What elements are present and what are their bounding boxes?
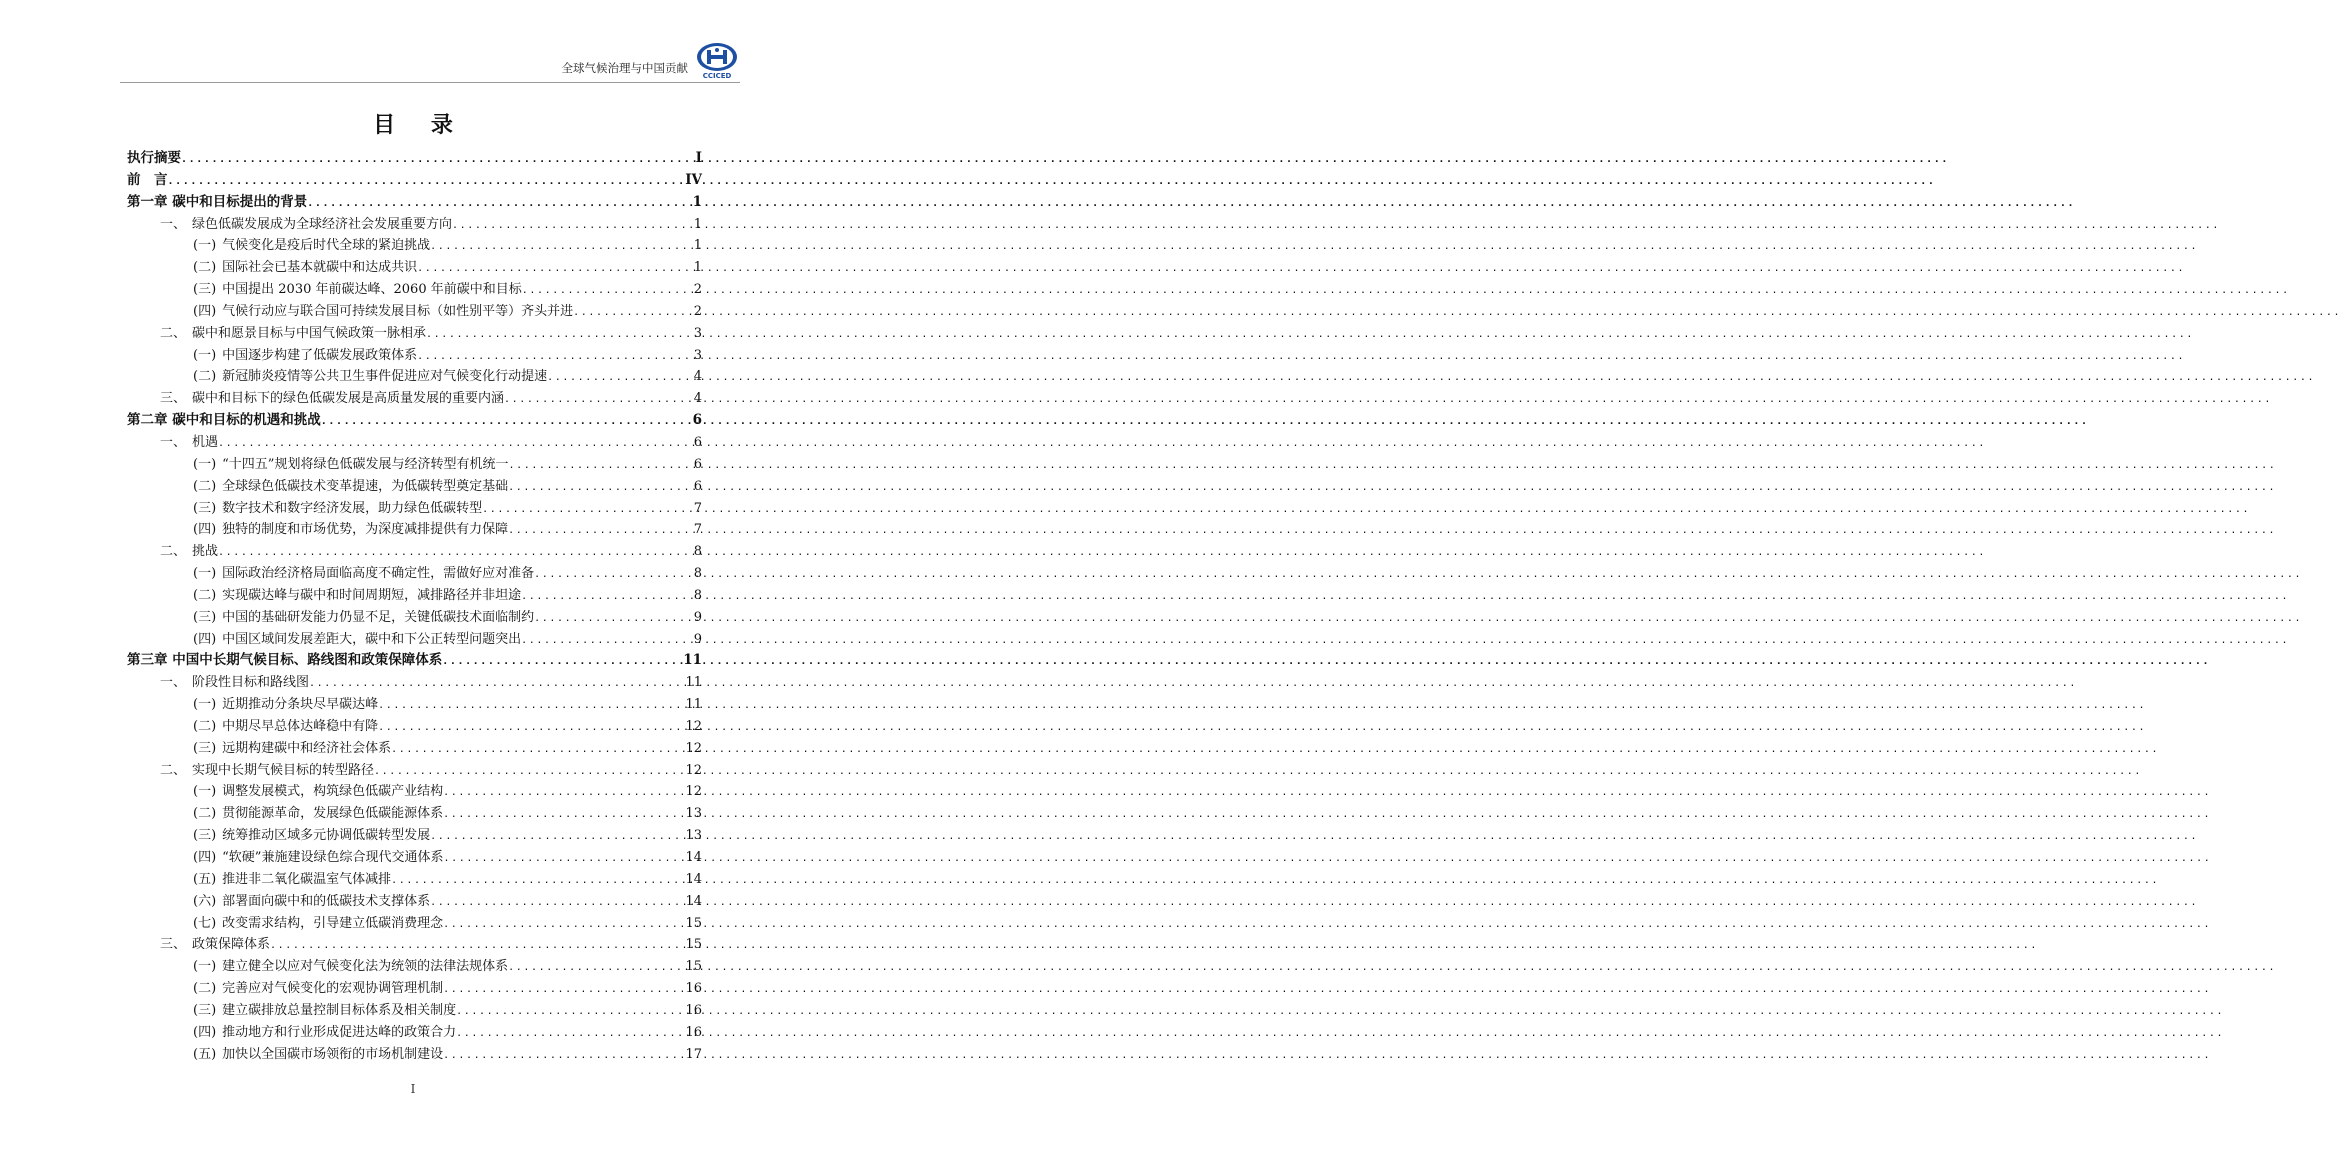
toc-leader-dots — [430, 236, 686, 258]
toc-entry-index: (一) — [193, 347, 217, 363]
toc-leader-dots — [430, 892, 683, 914]
toc-entry-page: 1 — [693, 260, 702, 276]
toc-entry-index: (三) — [193, 740, 217, 756]
cciced-logo — [694, 42, 740, 80]
toc-entry-index: (三) — [193, 500, 217, 516]
toc-entry[interactable] — [127, 650, 702, 672]
toc-entry[interactable] — [127, 563, 702, 585]
toc-entry[interactable] — [127, 323, 702, 345]
toc-entry[interactable] — [127, 366, 702, 388]
toc-entry-page: 1 — [693, 216, 702, 232]
toc-entry-title: 远期构建碳中和经济社会体系 — [222, 740, 392, 756]
toc-entry[interactable] — [127, 913, 702, 935]
toc-entry-page: 11 — [683, 652, 702, 669]
toc-leader-dots — [508, 520, 686, 542]
toc-entry-index: 三、 — [160, 937, 187, 953]
toc-entry-page: 13 — [685, 806, 702, 822]
toc-entry-title: 气候行动应与联合国可持续发展目标（如性别平等）齐头并进 — [222, 303, 574, 319]
toc-entry-page: 7 — [693, 500, 702, 516]
toc-leader-dots — [456, 1023, 683, 1045]
toc-entry[interactable] — [127, 235, 702, 257]
toc-entry-index: (二) — [193, 718, 217, 734]
toc-entry[interactable] — [127, 410, 702, 432]
toc-leader-dots — [452, 215, 686, 237]
toc-leader-dots — [378, 695, 683, 717]
toc-entry-index: (二) — [193, 981, 217, 997]
toc-leader-dots — [168, 171, 684, 193]
toc-leader-dots — [534, 564, 686, 586]
toc-entry-index: (四) — [193, 1024, 217, 1040]
toc-entry[interactable] — [127, 825, 702, 847]
toc-entry-page: 6 — [692, 412, 702, 429]
toc-entry[interactable] — [127, 148, 702, 170]
toc-entry-page: 2 — [693, 303, 702, 319]
toc-entry-index: (三) — [193, 1002, 217, 1018]
toc-entry-title: 绿色低碳发展成为全球经济社会发展重要方向 — [192, 216, 453, 232]
toc-entry[interactable] — [127, 170, 702, 192]
toc-leader-dots — [504, 389, 686, 411]
toc-entry-page: 12 — [685, 784, 702, 800]
toc-leader-dots — [321, 411, 686, 433]
toc-entry[interactable] — [127, 214, 702, 236]
toc-entry[interactable] — [127, 891, 702, 913]
table-of-contents — [127, 148, 702, 1065]
toc-entry-title: 近期推动分条块尽早碳达峰 — [222, 697, 379, 713]
toc-entry[interactable] — [127, 432, 702, 454]
toc-entry-page: 15 — [685, 959, 702, 975]
toc-leader-dots — [573, 302, 686, 324]
toc-leader-dots — [521, 630, 686, 652]
toc-entry-page: 9 — [693, 631, 702, 647]
toc-leader-dots — [309, 673, 683, 695]
toc-entry[interactable] — [127, 934, 702, 956]
toc-entry-page: 8 — [693, 544, 702, 560]
toc-entry-index: 二、 — [160, 544, 187, 560]
toc-leader-dots — [374, 761, 683, 783]
toc-leader-dots — [508, 957, 683, 979]
toc-entry[interactable] — [127, 192, 702, 214]
toc-entry-title: 国际社会已基本就碳中和达成共识 — [222, 260, 418, 276]
toc-entry-title: 第二章 碳中和目标的机遇和挑战 — [127, 412, 321, 429]
toc-entry-index: 二、 — [160, 762, 187, 778]
toc-entry-page: 8 — [693, 587, 702, 603]
toc-entry-title: 第三章 中国中长期气候目标、路线图和政策保障体系 — [127, 652, 443, 669]
toc-entry-index: (二) — [193, 369, 217, 385]
toc-entry-title: 建立健全以应对气候变化法为统领的法律法规体系 — [222, 959, 509, 975]
toc-entry-title: 碳中和愿景目标与中国气候政策一脉相承 — [192, 325, 427, 341]
toc-entry-page: 7 — [693, 522, 702, 538]
toc-entry-index: (二) — [193, 478, 217, 494]
toc-entry-title: 中国逐步构建了低碳发展政策体系 — [222, 347, 418, 363]
toc-entry-index: 二、 — [160, 325, 187, 341]
toc-entry[interactable] — [127, 1022, 702, 1044]
toc-entry-page: 17 — [685, 1046, 702, 1062]
toc-entry-title: 国际政治经济格局面临高度不确定性，需做好应对准备 — [222, 566, 535, 582]
toc-entry-page: 16 — [685, 1024, 702, 1040]
toc-entry-index: (一) — [193, 456, 217, 472]
toc-entry-page: 14 — [685, 893, 702, 909]
toc-entry[interactable] — [127, 694, 702, 716]
toc-entry-page: 4 — [693, 391, 702, 407]
toc-entry-title: “十四五”规划将绿色低碳发展与经济转型有机统一 — [222, 456, 509, 472]
toc-entry-page: 3 — [693, 325, 702, 341]
toc-entry[interactable] — [127, 388, 702, 410]
toc-entry[interactable] — [127, 629, 702, 651]
toc-entry-title: 独特的制度和市场优势，为深度减排提供有力保障 — [222, 522, 509, 538]
toc-entry-title: 加快以全国碳市场领衔的市场机制建设 — [222, 1046, 444, 1062]
toc-entry-title: 挑战 — [192, 544, 219, 560]
toc-leader-dots — [430, 826, 683, 848]
toc-entry-page: 1 — [692, 193, 702, 210]
toc-entry[interactable] — [127, 585, 702, 607]
toc-entry-page: 6 — [693, 478, 702, 494]
toc-entry-title: 阶段性目标和路线图 — [192, 675, 310, 691]
header-title: 全球气候治理与中国贡献 — [561, 61, 688, 75]
toc-leader-dots — [426, 324, 686, 346]
toc-entry-index: (七) — [193, 915, 217, 931]
toc-entry-title: 中国提出 2030 年前碳达峰、2060 年前碳中和目标 — [222, 282, 522, 298]
toc-entry-page: 12 — [685, 718, 702, 734]
toc-entry-index: (四) — [193, 850, 217, 865]
toc-entry-title: 执行摘要 — [127, 150, 181, 166]
toc-entry-index: (六) — [193, 893, 217, 909]
toc-leader-dots — [307, 193, 686, 215]
toc-leader-dots — [270, 935, 683, 957]
toc-entry-index: (一) — [193, 238, 217, 254]
toc-entry[interactable] — [127, 956, 702, 978]
toc-entry-index: (一) — [193, 959, 217, 975]
toc-entry-title: 实现中长期气候目标的转型路径 — [192, 762, 375, 778]
toc-entry-index: 一、 — [160, 216, 187, 232]
toc-entry-title: 气候变化是疫后时代全球的紧迫挑战 — [222, 238, 431, 254]
toc-leader-dots — [522, 280, 686, 302]
toc-entry[interactable] — [127, 760, 702, 782]
toc-entry[interactable] — [127, 519, 702, 541]
toc-leader-dots — [218, 433, 686, 455]
toc-entry-title: 机遇 — [192, 434, 219, 450]
toc-entry-page: 16 — [685, 981, 702, 997]
toc-entry-index: 三、 — [160, 391, 187, 407]
toc-entry[interactable] — [127, 607, 702, 629]
toc-entry-page: 1 — [693, 238, 702, 254]
toc-entry-page: 14 — [685, 850, 702, 865]
toc-entry-title: 完善应对气候变化的宏观协调管理机制 — [222, 981, 444, 997]
toc-entry-page: 6 — [693, 434, 702, 450]
toc-entry-index: (五) — [193, 1046, 217, 1062]
toc-entry-page: 9 — [693, 609, 702, 625]
toc-entry-title: 统筹推动区域多元协调低碳转型发展 — [222, 828, 431, 844]
toc-entry-index: (三) — [193, 828, 217, 844]
toc-entry-page: 3 — [693, 347, 702, 363]
toc-entry-page: 12 — [685, 740, 702, 756]
toc-entry[interactable] — [127, 978, 702, 1000]
toc-leader-dots — [442, 651, 681, 673]
toc-leader-dots — [508, 455, 686, 477]
toc-entry-title: 碳中和目标下的绿色低碳发展是高质量发展的重要内涵 — [192, 391, 505, 407]
toc-entry-title: 第一章 碳中和目标提出的背景 — [127, 193, 308, 210]
toc-leader-dots — [443, 914, 683, 936]
toc-leader-dots — [443, 848, 683, 870]
toc-entry[interactable] — [127, 803, 702, 825]
toc-entry-index: (三) — [193, 282, 217, 298]
toc-entry[interactable] — [127, 847, 702, 869]
toc-entry[interactable] — [127, 1044, 702, 1066]
toc-entry-title: 数字技术和数字经济发展，助力绿色低碳转型 — [222, 500, 483, 516]
toc-leader-dots — [521, 586, 686, 608]
toc-entry-page: 11 — [685, 675, 702, 691]
toc-entry[interactable] — [127, 869, 702, 891]
toc-leader-dots — [547, 367, 686, 389]
toc-entry[interactable] — [127, 476, 702, 498]
toc-leader-dots — [456, 1001, 683, 1023]
toc-leader-dots — [378, 717, 683, 739]
toc-entry-page: 4 — [693, 369, 702, 385]
toc-entry-page: 13 — [685, 828, 702, 844]
toc-entry[interactable] — [127, 454, 702, 476]
toc-entry-page: IV — [685, 171, 702, 188]
toc-entry[interactable] — [127, 1000, 702, 1022]
toc-entry-title: 中国的基础研发能力仍显不足，关键低碳技术面临制约 — [222, 609, 535, 625]
toc-entry-page: 6 — [693, 456, 702, 472]
toc-entry-page: 8 — [693, 566, 702, 582]
toc-entry-title: 调整发展模式，构筑绿色低碳产业结构 — [222, 784, 444, 800]
toc-entry[interactable] — [127, 345, 702, 367]
toc-entry-index: (二) — [193, 806, 217, 822]
toc-entry-index: (五) — [193, 871, 217, 887]
toc-entry[interactable] — [127, 301, 702, 323]
toc-leader-dots — [417, 346, 686, 368]
page-header — [120, 40, 740, 83]
toc-entry-page: 11 — [685, 697, 702, 713]
toc-entry-page: 2 — [693, 282, 702, 298]
toc-entry-index: 一、 — [160, 675, 187, 691]
toc-entry-title: 贯彻能源革命，发展绿色低碳能源体系 — [222, 806, 444, 822]
toc-entry-page: 15 — [685, 937, 702, 953]
toc-entry-index: (一) — [193, 784, 217, 800]
toc-entry-title: 建立碳排放总量控制目标体系及相关制度 — [222, 1002, 457, 1018]
toc-entry[interactable] — [127, 716, 702, 738]
toc-entry-title: 推动地方和行业形成促进达峰的政策合力 — [222, 1024, 457, 1040]
toc-entry-title: “软硬”兼施建设绿色综合现代交通体系 — [222, 850, 444, 865]
toc-entry[interactable] — [127, 541, 702, 563]
toc-leader-dots — [482, 499, 686, 521]
toc-leader-dots — [443, 782, 683, 804]
toc-entry-title: 全球绿色低碳技术变革提速，为低碳转型奠定基础 — [222, 478, 509, 494]
toc-leader-dots — [443, 979, 683, 1001]
toc-leader-dots — [391, 870, 683, 892]
toc-entry-title: 部署面向碳中和的低碳技术支撑体系 — [222, 893, 431, 909]
toc-leader-dots — [443, 1045, 683, 1067]
toc-leader-dots — [534, 608, 686, 630]
toc-entry-title: 改变需求结构，引导建立低碳消费理念 — [222, 915, 444, 931]
toc-entry-index: (四) — [193, 303, 217, 319]
toc-entry-index: (一) — [193, 697, 217, 713]
toc-entry-title: 中期尽早总体达峰稳中有降 — [222, 718, 379, 734]
page-title: 目 录 — [373, 112, 467, 138]
toc-leader-dots — [391, 739, 683, 761]
toc-entry-index: (二) — [193, 260, 217, 276]
toc-leader-dots — [218, 542, 686, 564]
logo-text: CCICED — [702, 72, 732, 80]
toc-entry-title: 政策保障体系 — [192, 937, 271, 953]
toc-entry[interactable] — [127, 257, 702, 279]
toc-entry[interactable] — [127, 498, 702, 520]
toc-entry-index: (二) — [193, 587, 217, 603]
toc-entry-title: 推进非二氧化碳温室气体减排 — [222, 871, 392, 887]
toc-entry-title: 实现碳达峰与碳中和时间周期短，减排路径并非坦途 — [222, 587, 522, 603]
page-number: I — [410, 1082, 416, 1096]
toc-entry-index: (三) — [193, 609, 217, 625]
cciced-emblem-icon — [694, 42, 740, 72]
toc-entry-page: I — [695, 150, 702, 166]
toc-entry-page: 16 — [685, 1002, 702, 1018]
toc-leader-dots — [417, 258, 686, 280]
toc-entry-title: 前 言 — [127, 171, 168, 188]
toc-entry[interactable] — [127, 738, 702, 760]
toc-entry-page: 14 — [685, 871, 702, 887]
toc-entry[interactable] — [127, 781, 702, 803]
toc-entry-index: (一) — [193, 566, 217, 582]
toc-entry-title: 新冠肺炎疫情等公共卫生事件促进应对气候变化行动提速 — [222, 369, 548, 385]
toc-entry-page: 12 — [685, 762, 702, 778]
toc-entry-index: (四) — [193, 522, 217, 538]
toc-leader-dots — [508, 477, 686, 499]
toc-entry-index: (四) — [193, 631, 217, 647]
toc-leader-dots — [443, 804, 683, 826]
toc-entry[interactable] — [127, 279, 702, 301]
toc-entry-index: 一、 — [160, 434, 187, 450]
toc-entry-title: 中国区域间发展差距大，碳中和下公正转型问题突出 — [222, 631, 522, 647]
toc-entry[interactable] — [127, 672, 702, 694]
toc-entry-page: 15 — [685, 915, 702, 931]
toc-leader-dots — [181, 149, 686, 171]
